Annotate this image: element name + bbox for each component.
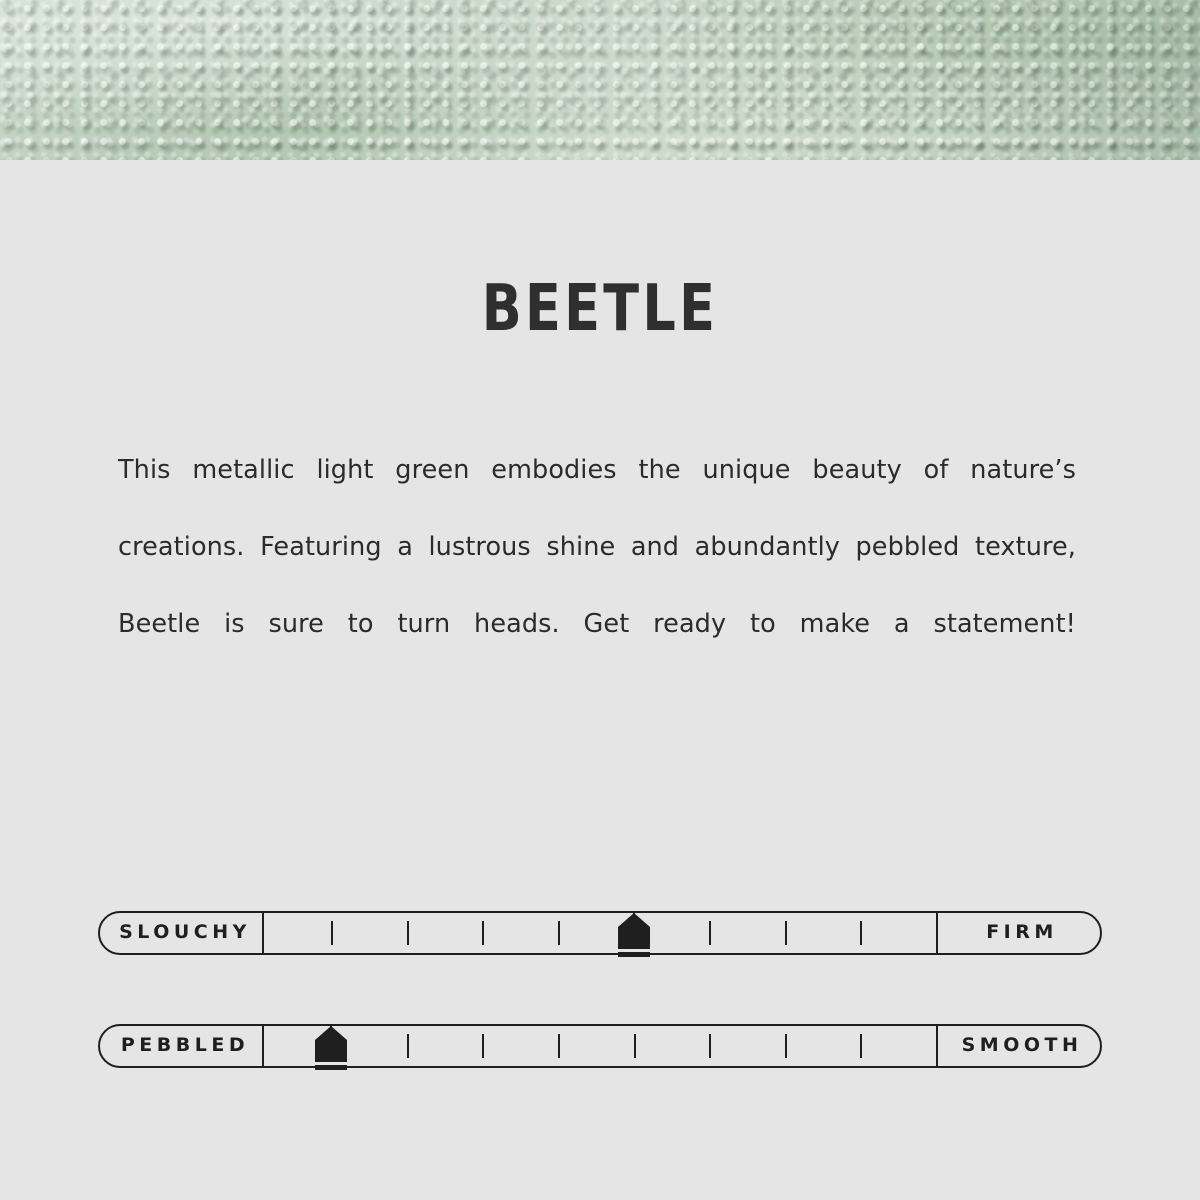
tick <box>860 921 862 945</box>
leather-swatch-image <box>0 0 1200 160</box>
tick <box>634 1034 636 1058</box>
scale-texture-right-label: SMOOTH <box>936 1024 1102 1068</box>
tick <box>936 1034 938 1058</box>
tick <box>860 1034 862 1058</box>
tick <box>482 1034 484 1058</box>
scale-firmness <box>98 911 1102 955</box>
scale-texture-left-label: PEBBLED <box>98 1024 264 1068</box>
marker-pin-icon <box>618 913 650 957</box>
tick <box>709 1034 711 1058</box>
scale-texture <box>98 1024 1102 1068</box>
tick <box>558 1034 560 1058</box>
scale-firmness-marker[interactable] <box>611 913 657 973</box>
tick <box>331 921 333 945</box>
color-description: This metallic light green embodies the unique beauty of nature’s creations. Featuring a lustrous shine and abundantly pebbled texture, Beetle is sure to turn heads. Get ready to make a statement! <box>118 455 1076 639</box>
scale-firmness-ticks <box>264 911 936 955</box>
tick <box>407 921 409 945</box>
scale-texture-marker[interactable] <box>308 1026 354 1086</box>
tick <box>785 1034 787 1058</box>
swatch-sheen-overlay <box>0 0 1200 160</box>
tick <box>709 921 711 945</box>
tick <box>407 1034 409 1058</box>
scale-firmness-right-label: FIRM <box>936 911 1102 955</box>
scale-texture-ticks <box>264 1024 936 1068</box>
page-title: BEETLE <box>481 272 719 346</box>
marker-pin-icon <box>315 1026 347 1070</box>
scale-firmness-left-label: SLOUCHY <box>98 911 264 955</box>
tick <box>785 921 787 945</box>
tick <box>558 921 560 945</box>
tick <box>936 921 938 945</box>
tick <box>482 921 484 945</box>
